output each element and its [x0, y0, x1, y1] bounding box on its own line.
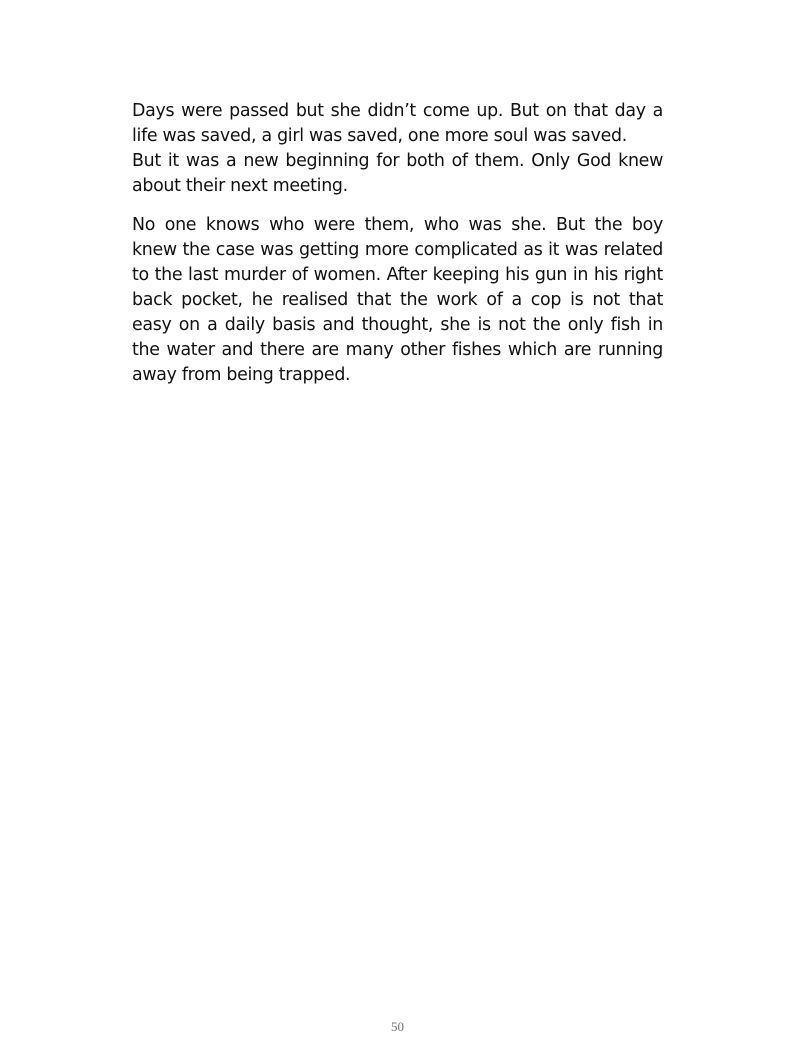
paragraph-2: But it was a new beginning for both of them. Only God knew about their next meeting.: [132, 151, 663, 196]
paragraph-3: No one knows who were them, who was she. But the boy knew the case was getting more complicated as it was related to the last murder of women. After keeping his gun in his right back pocket, he realised that the work of a cop is not that easy on a daily basis and thought, she is not the only fish in the water and there are many other fishes which are running away from being trapped.: [132, 215, 663, 385]
body-text: [132, 99, 663, 388]
paragraph-1: Days were passed but she didn’t come up. But on that day a life was saved, a girl was saved, one more soul was saved.: [132, 101, 663, 146]
page-number: 50: [391, 1019, 404, 1034]
